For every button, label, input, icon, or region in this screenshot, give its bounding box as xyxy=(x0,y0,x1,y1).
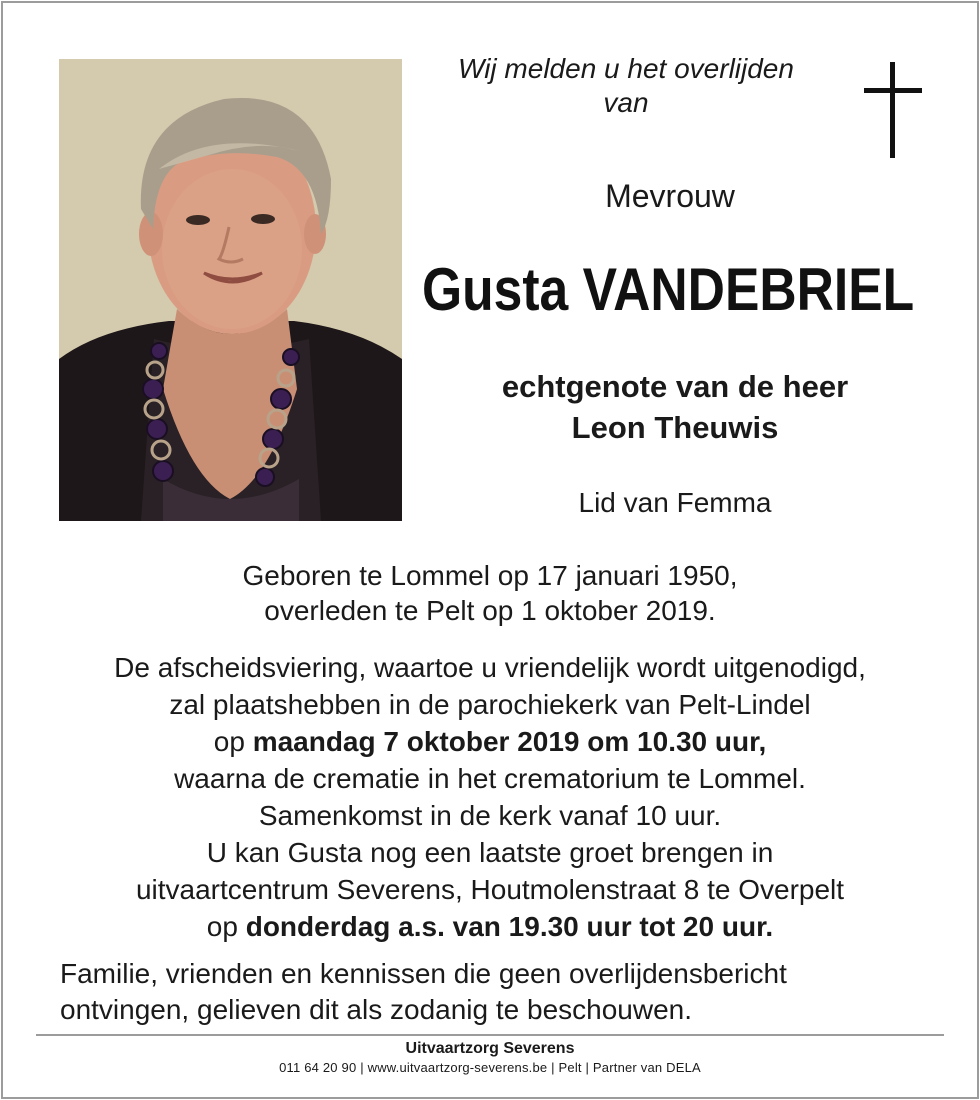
intro-line: van xyxy=(603,87,649,118)
portrait-image xyxy=(59,59,402,521)
birth-death-dates xyxy=(40,558,940,628)
service-line: zal plaatshebben in de parochiekerk van Pelt-Lindel xyxy=(169,689,811,720)
membership-text: Lid van Femma xyxy=(578,487,772,518)
service-line-prefix: op xyxy=(206,911,246,942)
portrait-photo xyxy=(59,59,402,521)
service-line xyxy=(30,908,950,945)
spouse-name: Leon Theuwis xyxy=(571,410,779,445)
latin-cross-icon xyxy=(864,62,922,160)
service-line xyxy=(30,723,950,760)
visitation-time: donderdag a.s. van 19.30 uur tot 20 uur. xyxy=(245,911,774,942)
funeral-home-contact: 011 64 20 90 | www.uitvaartzorg-severens.be | Pelt | Partner van DELA xyxy=(279,1060,701,1075)
spouse-line: echtgenote van de heer xyxy=(501,369,849,404)
intro-text xyxy=(410,52,842,120)
service-line-prefix: op xyxy=(213,726,253,757)
birth-line: Geboren te Lommel op 17 januari 1950, xyxy=(242,560,738,591)
funeral-home-name: Uitvaartzorg Severens xyxy=(405,1040,575,1057)
closing-line: Familie, vrienden en kennissen die geen overlijdensbericht xyxy=(60,958,787,989)
service-line: waarna de crematie in het crematorium te Lommel. xyxy=(174,763,806,794)
service-line: uitvaartcentrum Severens, Houtmolenstraat 8 te Overpelt xyxy=(135,874,845,905)
service-line: U kan Gusta nog een laatste groet brengen in xyxy=(206,837,774,868)
service-details xyxy=(30,649,950,945)
service-line: Samenkomst in de kerk vanaf 10 uur. xyxy=(258,800,722,831)
spouse-text xyxy=(440,366,910,448)
intro-line: Wij melden u het overlijden xyxy=(458,53,794,84)
death-line: overleden te Pelt op 1 oktober 2019. xyxy=(264,595,716,626)
service-line: De afscheidsviering, waartoe u vriendelijk wordt uitgenodigd, xyxy=(114,652,866,683)
service-date: maandag 7 oktober 2019 om 10.30 uur, xyxy=(252,726,767,757)
footer-divider xyxy=(36,1034,944,1036)
deceased-name: Gusta VANDEBRIEL xyxy=(422,256,915,323)
closing-note xyxy=(60,956,940,1028)
closing-line: ontvingen, gelieven dit als zodanig te beschouwen. xyxy=(60,994,692,1025)
honorific: Mevrouw xyxy=(605,178,735,214)
